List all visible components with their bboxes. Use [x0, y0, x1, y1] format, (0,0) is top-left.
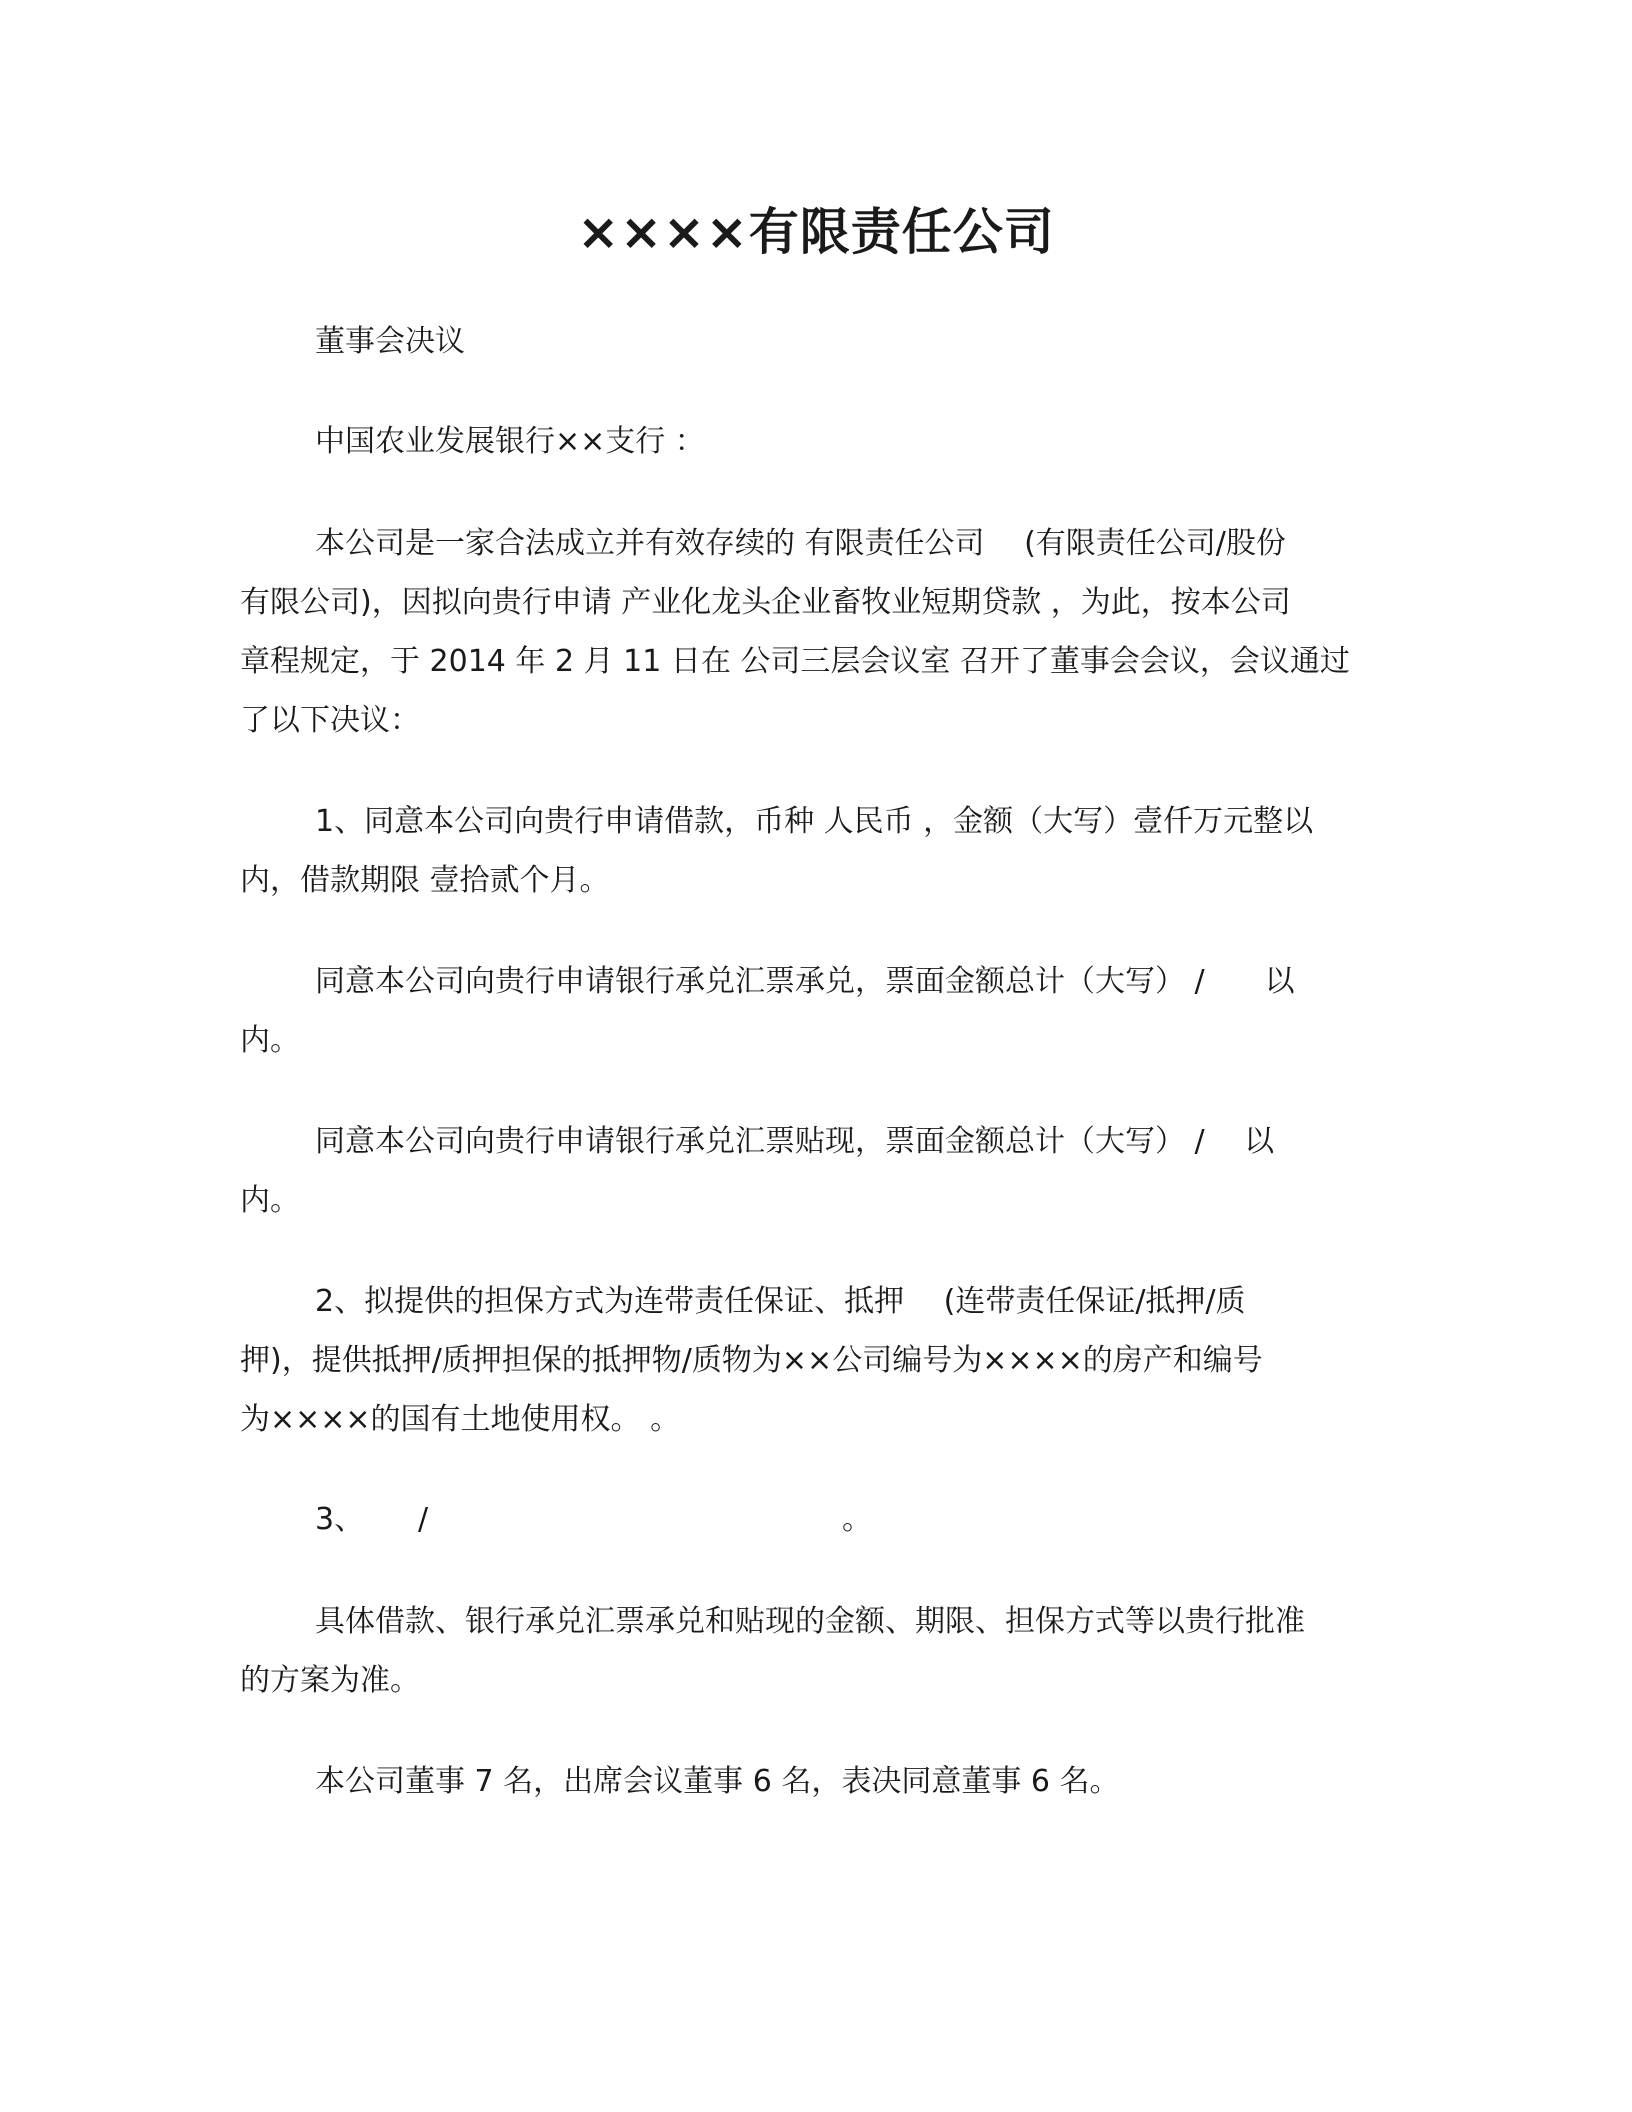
directors-line: 本公司董事 7 名，出席会议董事 6 名，表决同意董事 6 名。 [315, 1764, 1120, 1799]
specifics-line-1: 具体借款、银行承兑汇票承兑和贴现的金额、期限、担保方式等以贵行批准 [315, 1604, 1305, 1639]
resolution-heading: 董事会决议 [315, 324, 465, 359]
item3-slash: / [418, 1502, 429, 1537]
discount-line-1: 同意本公司向贵行申请银行承兑汇票贴现，票面金额总计（大写） / 以 [315, 1124, 1275, 1159]
item2-line-3: 为××××的国有土地使用权。 。 [240, 1402, 681, 1437]
intro-line-2: 有限公司)，因拟向贵行申请 产业化龙头企业畜牧业短期贷款 ，为此，按本公司 [240, 585, 1291, 620]
acceptance-line-1: 同意本公司向贵行申请银行承兑汇票承兑，票面金额总计（大写） / 以 [315, 964, 1295, 999]
specifics-line-2: 的方案为准。 [240, 1663, 420, 1698]
item1-line-1: 1、同意本公司向贵行申请借款，币种 人民币 ，金额（大写）壹仟万元整以 [315, 804, 1314, 839]
item3-number: 3、 [315, 1502, 365, 1537]
acceptance-line-2: 内。 [240, 1023, 300, 1058]
item2-line-1: 2、拟提供的担保方式为连带责任保证、抵押 (连带责任保证/抵押/质 [315, 1284, 1246, 1319]
item1-line-2: 内，借款期限 壹拾贰个月。 [240, 863, 610, 898]
item2-line-2: 押)，提供抵押/质押担保的抵押物/质物为××公司编号为××××的房产和编号 [240, 1343, 1263, 1378]
intro-line-3: 章程规定，于 2014 年 2 月 11 日在 公司三层会议室 召开了董事会会议，会议通过 [240, 644, 1350, 679]
discount-line-2: 内。 [240, 1183, 300, 1218]
document-title: ××××有限责任公司 [577, 203, 1055, 261]
intro-line-1: 本公司是一家合法成立并有效存续的 有限责任公司 (有限责任公司/股份 [315, 526, 1286, 561]
addressee-line: 中国农业发展银行××支行 ： [315, 424, 705, 459]
intro-line-4: 了以下决议： [240, 703, 420, 738]
item3-end: 。 [842, 1502, 872, 1537]
